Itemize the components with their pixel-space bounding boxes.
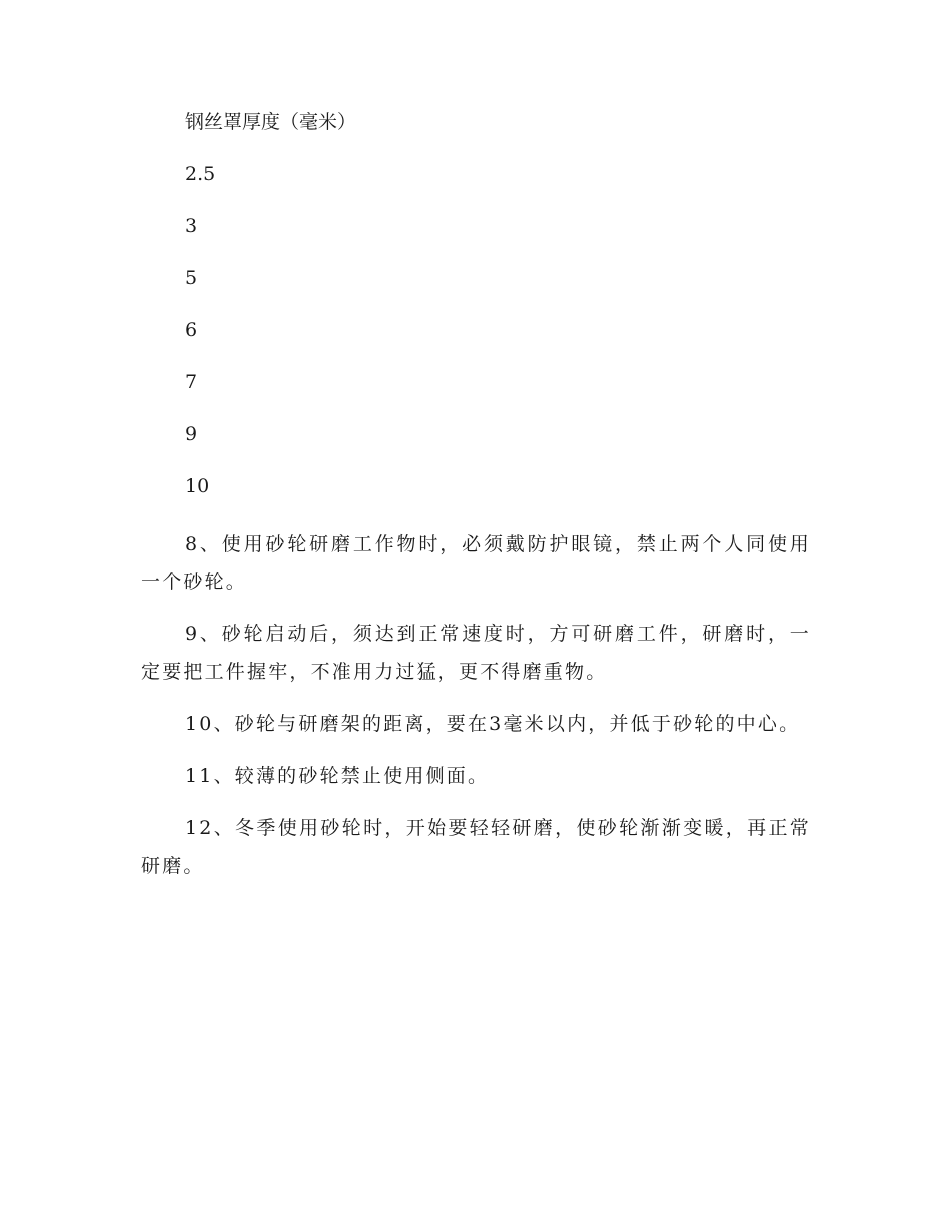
document-content bbox=[141, 109, 811, 899]
table-value: 10 bbox=[185, 475, 210, 497]
table-value: 7 bbox=[185, 371, 198, 393]
rule-paragraph-10: 10、砂轮与研磨架的距离，要在3毫米以内，并低于砂轮的中心。 bbox=[185, 713, 801, 735]
table-value: 2.5 bbox=[185, 163, 216, 185]
table-column-heading: 钢丝罩厚度（毫米） bbox=[185, 111, 357, 133]
rule-paragraph-8: 8、使用砂轮研磨工作物时，必须戴防护眼镜，禁止两个人同使用一个砂轮。 bbox=[141, 533, 811, 593]
table-value: 6 bbox=[185, 319, 198, 341]
table-value: 5 bbox=[185, 267, 198, 289]
rules-list bbox=[141, 525, 811, 885]
table-value: 3 bbox=[185, 215, 198, 237]
rule-paragraph-12: 12、冬季使用砂轮时，开始要轻轻研磨，使砂轮渐渐变暖，再正常研磨。 bbox=[141, 817, 811, 877]
rule-paragraph-11: 11、较薄的砂轮禁止使用侧面。 bbox=[185, 765, 490, 787]
table-value: 9 bbox=[185, 423, 198, 445]
rule-paragraph-9: 9、砂轮启动后，须达到正常速度时，方可研磨工件，研磨时，一定要把工件握牢，不准用力过猛，更不得磨重物。 bbox=[141, 623, 811, 683]
